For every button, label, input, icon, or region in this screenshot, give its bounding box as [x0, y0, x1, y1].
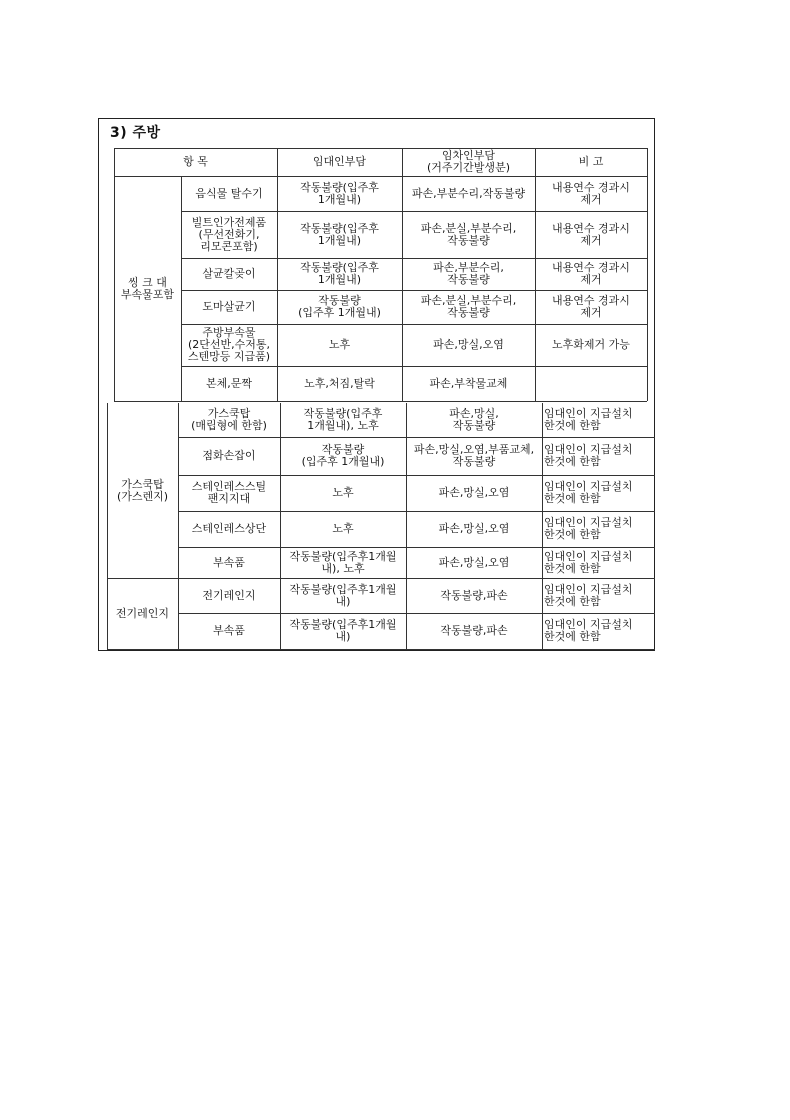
- section-heading: 3) 주방: [110, 125, 161, 141]
- table-cell-landlord: 작동불량(입주후 1개월내): [300, 261, 379, 286]
- table-cell-remarks: 내용연수 경과시 제거: [552, 180, 630, 206]
- table-cell-remarks: 임대인이 지급설치 한것에 한함: [544, 582, 633, 608]
- table-cell-tenant: 파손,망실,오염: [438, 486, 510, 499]
- header-landlord: 임대인부담: [312, 155, 367, 168]
- table-cell-tenant: 작동불량,파손: [440, 624, 508, 637]
- table-cell-item: 살균칼곶이: [202, 267, 256, 280]
- table-cell-landlord: 노후: [328, 338, 351, 351]
- table-cell-remarks: [535, 366, 647, 401]
- group-label-gas: 가스쿡탑 (가스렌지): [116, 477, 169, 503]
- table-cell-landlord: 작동불량 (입주후 1개월내): [301, 443, 385, 468]
- grid-line: [107, 649, 655, 650]
- table-cell-item: 빌트인가전제품 (무선전화기, 리모콘포함): [191, 215, 267, 253]
- group-label-sink: 씽 크 대 부속물포함: [120, 275, 175, 301]
- table-cell-item: 본체,문짝: [205, 376, 252, 390]
- table-cell-remarks: 임대인이 지급설치 한것에 한함: [544, 516, 633, 541]
- table-cell-tenant: 파손,부착물교체: [429, 376, 508, 390]
- table-cell-remarks: 임대인이 지급설치 한것에 한함: [544, 618, 633, 643]
- table-cell-tenant: 파손,망실,오염,부품교체, 작동불량: [413, 443, 535, 468]
- table-cell-landlord: 노후: [332, 486, 354, 499]
- table-cell-item: 전기레인지: [202, 588, 256, 602]
- table-cell-item: 부속품: [213, 555, 245, 569]
- table-cell-remarks: 노후화제거 가능: [552, 338, 630, 351]
- table-cell-landlord: 노후: [332, 522, 354, 535]
- table-cell-remarks: 임대인이 지급설치 한것에 한함: [544, 407, 633, 432]
- table-cell-tenant: 파손,망실,오염: [433, 338, 504, 351]
- table-cell-item: 주방부속물 (2단선반,수저통, 스텐망등 지급품): [187, 326, 271, 363]
- header-remarks: 비 고: [578, 155, 604, 168]
- table-cell-remarks: 임대인이 지급설치 한것에 한함: [544, 549, 633, 575]
- table-cell-tenant: 파손,망실,오염: [438, 555, 510, 569]
- table-cell-item: 부속품: [213, 624, 245, 637]
- table-cell-tenant: 파손,부분수리,작동불량: [411, 186, 526, 200]
- table-cell-remarks: 내용연수 경과시 제거: [552, 294, 630, 319]
- table-cell-item: 가스쿡탑 (매립형에 한함): [191, 407, 267, 432]
- table-cell-tenant: 파손,분실,부분수리, 작동불량: [420, 221, 517, 247]
- table-cell-landlord: 작동불량(입주후 1개월내), 노후: [303, 407, 383, 432]
- table-cell-landlord: 작동불량(입주후 1개월내): [300, 180, 379, 206]
- table-cell-remarks: 내용연수 경과시 제거: [552, 221, 630, 247]
- table-cell-landlord: 작동불량(입주후 1개월내): [300, 221, 379, 247]
- table-cell-item: 음식물 탈수기: [195, 186, 263, 200]
- header-tenant: 임차인부담 (거주기간발생분): [427, 149, 510, 174]
- table-cell-landlord: 작동불량(입주후1개월 내): [289, 582, 397, 608]
- table-cell-tenant: 작동불량,파손: [440, 588, 508, 602]
- group-label-electric: 전기레인지: [115, 606, 170, 620]
- table-cell-landlord: 작동불량(입주후1개월 내): [289, 618, 397, 643]
- grid-line: [114, 401, 647, 402]
- table-cell-remarks: 내용연수 경과시 제거: [552, 261, 630, 286]
- table-cell-item: 도마살균기: [202, 300, 256, 313]
- table-cell-tenant: 파손,분실,부분수리, 작동불량: [420, 294, 517, 319]
- grid-line: [647, 148, 648, 401]
- table-cell-tenant: 파손,망실,오염: [438, 522, 510, 535]
- table-cell-tenant: 파손,망실, 작동불량: [449, 407, 499, 432]
- table-cell-tenant: 파손,부분수리, 작동불량: [433, 261, 504, 286]
- table-cell-remarks: 임대인이 지급설치 한것에 한함: [544, 443, 633, 468]
- table-cell-item: 점화손잡이: [202, 449, 256, 462]
- table-cell-landlord: 노후,처짐,탈락: [304, 376, 375, 390]
- header-item: 항 목: [183, 155, 208, 168]
- table-cell-item: 스테인레스상단: [191, 522, 267, 535]
- table-cell-remarks: 임대인이 지급설치 한것에 한함: [544, 480, 633, 505]
- table-cell-item: 스테인레스스틸 팬지지대: [191, 480, 267, 505]
- table-cell-landlord: 작동불량(입주후1개월 내), 노후: [289, 549, 397, 575]
- table-cell-landlord: 작동불량 (입주후 1개월내): [298, 294, 381, 319]
